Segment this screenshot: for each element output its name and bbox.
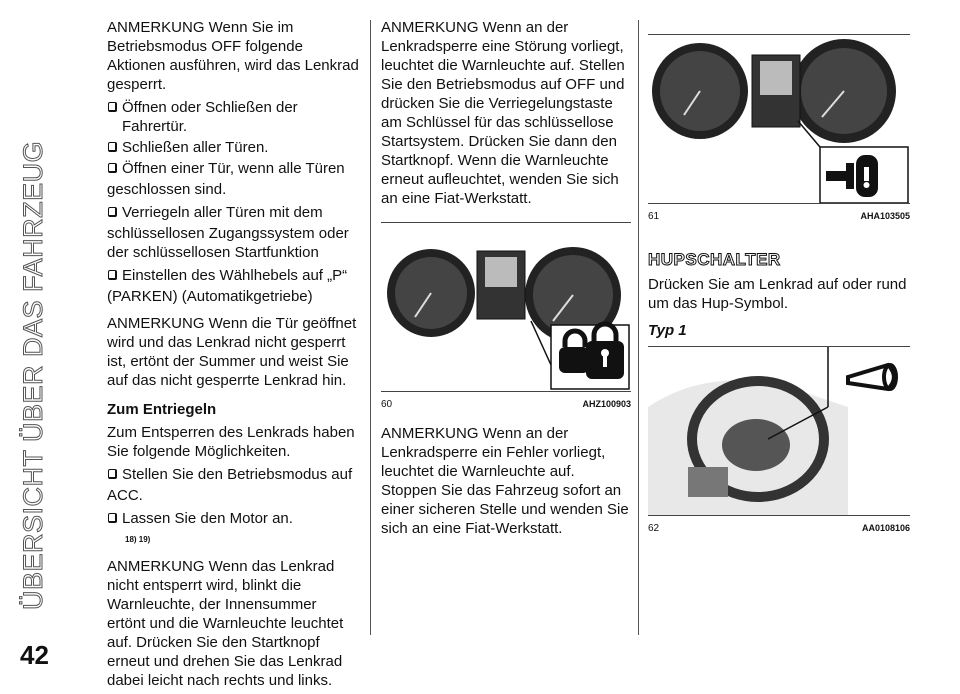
column-1 [107, 18, 359, 694]
figure-number: 61 [648, 211, 660, 222]
paragraph: ANMERKUNG Wenn die Tür geöffnet wird und das Lenkrad nicht gesperrt ist, ertönt der Summer und weist Sie auf das nicht gesperrte Lenkrad hin. [107, 315, 357, 389]
bullet-item: Einstellen des Wählhebels auf „P“ [107, 266, 359, 285]
bullet-item: Verriegeln aller Türen mit dem [107, 203, 359, 222]
paragraph: ANMERKUNG Wenn an der Lenkradsperre ein Fehler vorliegt, leuchtet die Warnleuchte auf. Stoppen Sie das Fahrzeug sofort an einer sicheren Stelle und wenden Sie sich an eine Fiat-Werkstatt. [381, 425, 629, 537]
figure-code: AA0108106 [861, 523, 910, 533]
instrument-cluster-image [648, 35, 910, 203]
paragraph: Drücken Sie am Lenkrad auf oder rund um das Hup-Symbol. [648, 276, 907, 312]
column-divider [638, 20, 639, 635]
bullet-continuation: schlüssellosen Zugangssystem oder der schlüssellosen Startfunktion [107, 225, 349, 261]
figure-number: 62 [648, 523, 660, 534]
reference-numbers: 18) 19) [125, 535, 151, 544]
figure-code: AHA103505 [860, 211, 910, 221]
paragraph: ANMERKUNG Wenn an der Lenkradsperre eine Störung vorliegt, leuchtet die Warnleuchte auf. Stellen Sie den Betriebsmodus auf OFF und drücken Sie die Verriegelungstaste am Schlüssel für das schlüssellose Startsystem. Drücken Sie dann den Startknopf. Wenn die Warnleuchte erneut aufleuchtet, wenden Sie sich an eine Fiat-Werkstatt. [381, 19, 625, 207]
section-heading: HUPSCHALTER [648, 250, 781, 269]
figure-code: AHZ100903 [582, 399, 631, 409]
bullet-item: Stellen Sie den Betriebsmodus auf [107, 465, 359, 484]
bullet-item: Schließen aller Türen. [107, 138, 359, 157]
figure-61 [648, 34, 910, 204]
figure-caption [648, 204, 910, 226]
subheading: Typ 1 [648, 322, 687, 339]
paragraph: ANMERKUNG Wenn das Lenkrad nicht entsperrt wird, blinkt die Warnleuchte, der Innensummer ertönt und die Warnleuchte leuchtet auf. Drücken Sie den Startknopf erneut und drehen Sie das Lenkrad dabei leicht nach rechts und links. [107, 558, 344, 689]
instrument-cluster-image [381, 223, 631, 391]
bullet-continuation: (PARKEN) (Automatikgetriebe) [107, 288, 313, 305]
column-divider [370, 20, 371, 635]
bullet-continuation: ACC. [107, 487, 143, 504]
figure-caption [648, 516, 910, 538]
figure-62 [648, 346, 910, 516]
bullet-item: Lassen Sie den Motor an. [107, 509, 359, 528]
paragraph: Zum Entsperren des Lenkrads haben Sie folgende Möglichkeiten. [107, 424, 355, 460]
column-2 [381, 18, 631, 542]
figure-60 [381, 222, 631, 392]
paragraph: ANMERKUNG Wenn Sie im Betriebsmodus OFF folgende Aktionen ausführen, wird das Lenkrad gesperrt. [107, 19, 359, 93]
bullet-continuation: geschlossen sind. [107, 181, 227, 198]
bullet-item: Öffnen einer Tür, wenn alle Türen [107, 159, 359, 178]
section-heading: Zum Entriegeln [107, 401, 217, 418]
side-section-title: ÜBERSICHT ÜBER DAS FAHRZEUG [18, 140, 48, 610]
bullet-item: Öffnen oder Schließen der Fahrertür. [107, 98, 359, 136]
page-number: 42 [20, 640, 49, 670]
figure-number: 60 [381, 399, 393, 410]
figure-caption [381, 392, 631, 414]
column-3 [648, 34, 910, 538]
steering-wheel-image [648, 347, 910, 515]
